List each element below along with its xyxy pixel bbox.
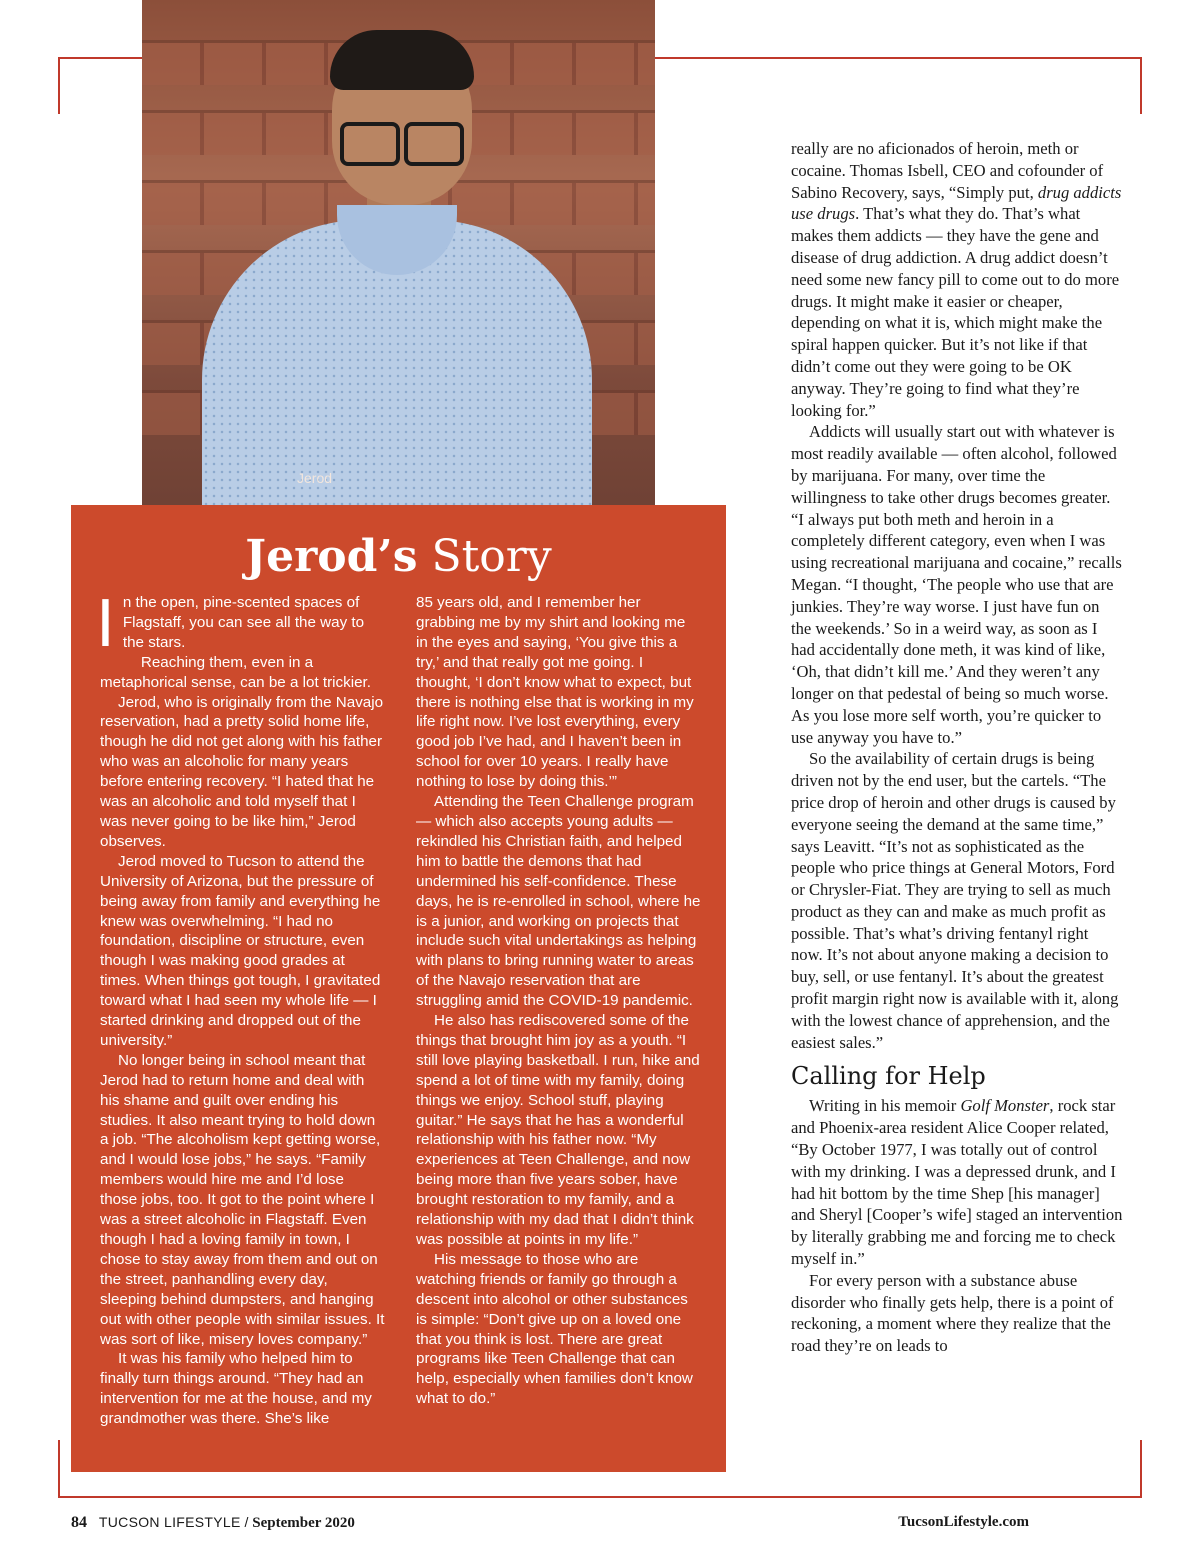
sidebar-paragraph: It was his family who helped him to finally turn things around. “They had an intervention for me at the house, and my grandmother was there. She’s like — [100, 1350, 372, 1428]
footer-separator: / — [240, 1514, 253, 1530]
article-paragraph: So the availability of certain drugs is being driven not by the end user, but the cartels. “The price drop of heroin and other drugs is caused by everyone seeing the demand at the same time,” says Leavitt. “It’s not as sophisticated as the people who price things at General Motors, Ford or Chrysler-Fiat. They are trying to sell as much product as they can and make as much profit as possible. That’s what’s driving fentanyl right now. It’s not about anyone making a decision to buy, sell, or use fentanyl. It’s about the greatest profit margin right now is available with it, along with the lowest chance of apprehension, and the easiest sales.” — [791, 749, 1119, 1052]
sidebar-paragraph: 85 years old, and I remember her grabbing me by my shirt and looking me in the eyes and saying, ‘You give this a try,’ and that really got me going. I thought, ‘I don’t know what to expect, but there is nothing else that is working in my life right now. I’ve lost everything, every good job I’ve had, and I haven’t been in school for over 10 years. I really have nothing to lose by doing this.’” — [416, 594, 694, 791]
magazine-name: TUCSON LIFESTYLE — [98, 1514, 241, 1530]
sidebar-paragraph: Jerod moved to Tucson to attend the University of Arizona, but the pressure of being away from family and everything he knew was overwhelming. “I had no foundation, discipline or structure, even though I was making good grades at times. When things got tough, I gravitated toward what I had seen my whole life — I started drinking and dropped out of the university.” — [100, 852, 381, 1049]
main-article-column — [791, 138, 1123, 1357]
frame-right-upper — [1140, 57, 1142, 114]
sidebar-paragraph: In the open, pine-scented spaces of Flagstaff, you can see all the way to the stars. — [96, 588, 365, 662]
glasses — [340, 122, 400, 166]
sidebar-paragraph: Jerod, who is originally from the Navajo reservation, had a pretty solid home life, though he did not get along with his father who was an alcoholic for many years before entering recovery. “I hated that he was an alcoholic and told myself that I was never going to be like him,” Jerod observes. — [100, 693, 384, 850]
frame-bottom — [58, 1496, 1142, 1498]
section-heading: Calling for Help — [791, 1062, 986, 1091]
frame-top-left — [58, 57, 142, 59]
website-link[interactable]: TucsonLifestyle.com — [898, 1514, 1029, 1530]
sidebar-paragraph: Reaching them, even in a metaphorical sense, can be a lot trickier. — [100, 653, 371, 691]
sidebar-paragraph: He also has rediscovered some of the things that brought him joy as a youth. “I still love playing basketball. I run, hike and spend a lot of time with my family, doing things we enjoy. School stuff, playing guitar.” He says that he has a wonderful relationship with his father now. “My experiences at Teen Challenge, and now being more than five years sober, have brought restoration to my family, and a relationship with my dad that I didn’t think was possible at points in my life.” — [416, 1012, 700, 1248]
article-paragraph: Writing in his memoir Golf Monster, rock star and Phoenix-area resident Alice Cooper related, “By October 1977, I was totally out of control with my drinking. I was a depressed drunk, and I had hit bottom by the time Shep [his manager] and Sheryl [Cooper’s wife] staged an intervention by literally grabbing me and forcing me to check myself in.” — [791, 1096, 1123, 1269]
sidebar-paragraph: Attending the Teen Challenge program — which also accepts young adults — rekindled his Christian faith, and helped him to battle the demons that had undermined his self-confidence. These days, he is re-enrolled in school, where he is a junior, and working on projects that include such vital undertakings as helping with plans to bring running water to areas of the Navajo reservation that are struggling amid the COVID-19 pandemic. — [416, 793, 701, 1010]
article-paragraph: For every person with a substance abuse disorder who finally gets help, there is a point of reckoning, a moment where they realize that the road they’re on leads to — [791, 1270, 1114, 1356]
photo-caption: Jerod — [297, 470, 333, 486]
article-paragraph: really are no aficionados of heroin, meth or cocaine. Thomas Isbell, CEO and cofounder of Sabino Recovery, says, “Simply put, drug addicts use drugs. That’s what they do. That’s what makes them addicts — they have the gene and disease of drug addiction. A drug addict doesn’t need some new fancy pill to come out to do more drugs. It might make it easier or cheaper, depending on what it is, which might make the spiral happen quicker. But it’s not like if that didn’t come out they were going to be OK anyway. They’re going to find what they’re looking for.” — [791, 139, 1122, 420]
frame-top-right — [655, 57, 1142, 59]
issue-date: September 2020 — [252, 1515, 355, 1531]
portrait-photo — [142, 0, 655, 545]
sidebar-paragraph: His message to those who are watching friends or family go through a descent into alcohol or other substances is simple: “Don’t give up on a loved one that you think is lost. There are great programs like Teen Challenge that can help, especially when families don’t know what to do.” — [416, 1250, 693, 1408]
sidebar-column-2 — [416, 593, 701, 1409]
footer-folio — [71, 1514, 355, 1532]
drop-cap: I — [96, 588, 115, 662]
sidebar-title-light: Story — [431, 531, 552, 582]
sidebar-paragraph: No longer being in school meant that Jerod had to return home and deal with his shame and guilt over ending his studies. It also meant trying to hold down a job. “The alcoholism kept getting worse, and I would lose jobs,” he says. “Family members would hire me and I’d lose those jobs, too. It got to the point where I was a street alcoholic in Flagstaff. Even though I had a loving family in town, I chose to stay away from them and out on the street, panhandling every day, sleeping behind dumpsters, and hanging out with other people with similar issues. It was sort of like, misery loves company.” — [100, 1051, 385, 1348]
article-paragraph: Addicts will usually start out with whatever is most readily available — often alcohol, followed by marijuana. For many, over time the willingness to take other drugs becomes greater. “I always put both meth and heroin in a completely different category, even when I was using recreational marijuana and cocaine,” recalls Megan. “I thought, ‘The people who use that are junkies. They’re way worse. I just have fun on the weekends.’ So in a weird way, as soon as I had accidentally done meth, it was kind of like, ‘Oh, that didn’t kill me.’ And they weren’t any longer on that pedestal of being so much worse. As you lose more self worth, you’re quicker to use anyway you have to.” — [791, 422, 1122, 747]
sidebar-box — [71, 505, 726, 1472]
sidebar-title — [71, 531, 726, 582]
sidebar-column-1 — [96, 588, 385, 1429]
page-number: 84 — [71, 1514, 87, 1531]
frame-left-lower — [58, 1440, 60, 1498]
frame-left-upper — [58, 57, 60, 114]
frame-right-lower — [1140, 1440, 1142, 1498]
sidebar-title-bold: Jerod’s — [245, 531, 418, 582]
